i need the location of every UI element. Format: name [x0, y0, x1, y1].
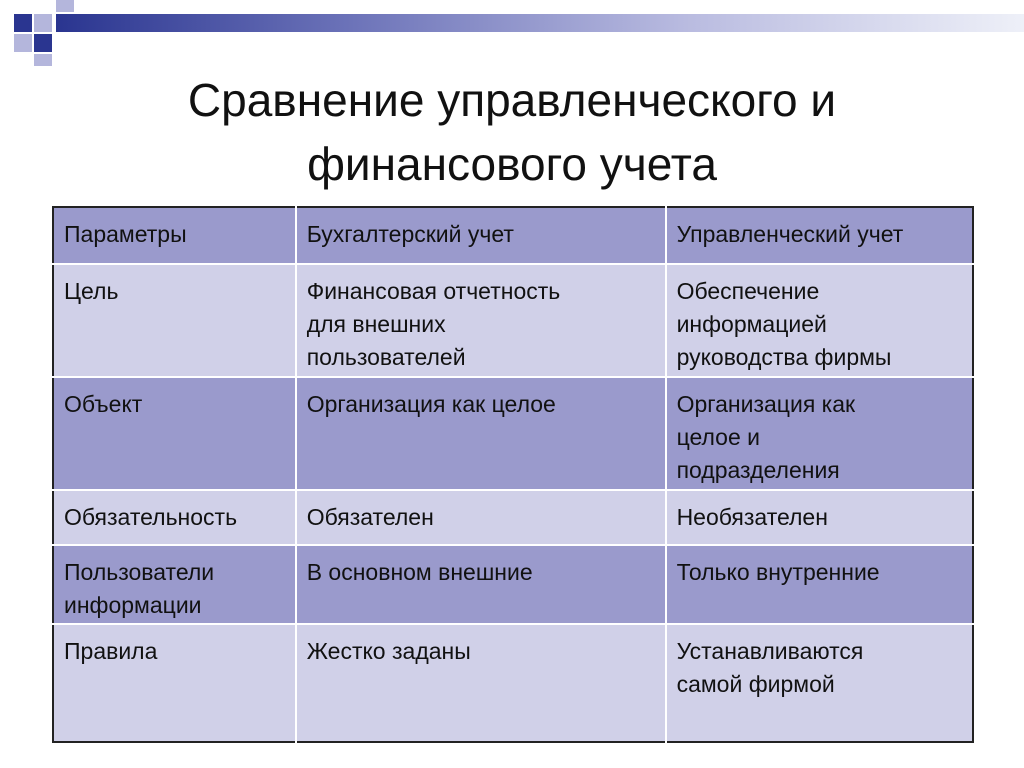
- table-row: [53, 490, 973, 545]
- table-cell: Финансовая отчетность для внешних пользователей: [296, 264, 666, 377]
- comparison-table: [52, 206, 974, 743]
- decor-square-6: [34, 54, 52, 66]
- table-cell: Необязателен: [666, 490, 973, 545]
- decor-square-3: [14, 34, 32, 52]
- table-cell: Организация как целое и подразделения: [666, 377, 973, 490]
- table-cell: Цель: [53, 264, 296, 377]
- table-row: [53, 545, 973, 624]
- table-cell: Пользователи информации: [53, 545, 296, 624]
- table-cell: Правила: [53, 624, 296, 742]
- top-gradient-bar: [56, 14, 1024, 32]
- table-header-row: [53, 207, 973, 264]
- decor-square-4: [34, 34, 52, 52]
- table-cell: Обеспечение информацией руководства фирмы: [666, 264, 973, 377]
- decor-square-5: [56, 0, 74, 12]
- decor-square-2: [34, 14, 52, 32]
- table-cell: Объект: [53, 377, 296, 490]
- table-cell: Организация как целое: [296, 377, 666, 490]
- header-cell-parameters: Параметры: [53, 207, 296, 264]
- header-cell-financial: Бухгалтерский учет: [296, 207, 666, 264]
- table-row: [53, 264, 973, 377]
- table-row: [53, 624, 973, 742]
- header-cell-managerial: Управленческий учет: [666, 207, 973, 264]
- slide-title: Сравнение управленческого и финансового учета: [187, 74, 837, 190]
- table-cell: Жестко заданы: [296, 624, 666, 742]
- table-cell: Обязателен: [296, 490, 666, 545]
- decor-square-1: [14, 14, 32, 32]
- table-cell: В основном внешние: [296, 545, 666, 624]
- table-cell: Только внутренние: [666, 545, 973, 624]
- table-cell: Обязательность: [53, 490, 296, 545]
- table-cell: Устанавливаются самой фирмой: [666, 624, 973, 742]
- table-row: [53, 377, 973, 490]
